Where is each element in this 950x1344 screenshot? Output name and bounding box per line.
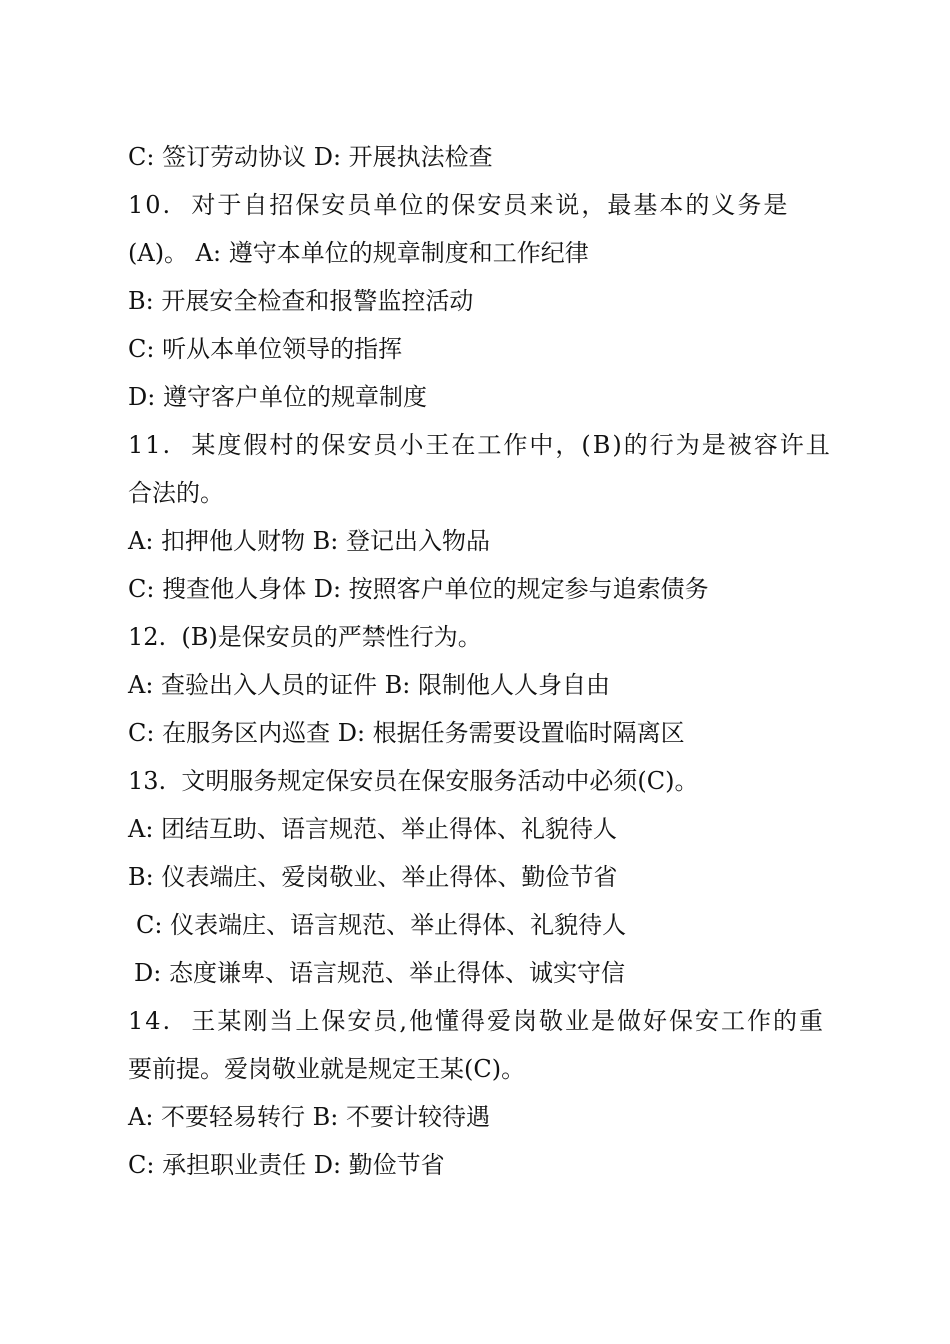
option-line: C: 搜查他人身体 D: 按照客户单位的规定参与追索债务 — [128, 575, 709, 603]
document-body — [128, 133, 832, 1189]
option-line: A: 团结互助、语言规范、举止得体、礼貌待人 — [128, 815, 618, 843]
question-12-stem: 12. (B)是保安员的严禁性行为。 — [128, 623, 482, 651]
option-line: A: 查验出入人员的证件 B: 限制他人人身自由 — [128, 671, 611, 699]
question-13-stem: 13. 文明服务规定保安员在保安服务活动中必须(C)。 — [128, 767, 699, 795]
option-line: B: 开展安全检查和报警监控活动 — [128, 287, 474, 315]
question-11-stem-cont: 合法的。 — [128, 479, 224, 507]
option-line: C: 在服务区内巡查 D: 根据任务需要设置临时隔离区 — [128, 719, 685, 747]
option-line: C: 听从本单位领导的指挥 — [128, 335, 403, 363]
option-line: A: 不要轻易转行 B: 不要计较待遇 — [128, 1103, 491, 1131]
option-line: C: 签订劳动协议 D: 开展执法检查 — [128, 143, 493, 171]
option-line: C: 仪表端庄、语言规范、举止得体、礼貌待人 — [136, 911, 627, 939]
option-line: D: 遵守客户单位的规章制度 — [128, 383, 427, 411]
question-14-stem-cont: 要前提。爱岗敬业就是规定王某(C)。 — [128, 1055, 526, 1083]
question-11-stem: 11. 某度假村的保安员小王在工作中，(B)的行为是被容许且 — [128, 431, 832, 459]
question-10-stem-cont: (A)。 A: 遵守本单位的规章制度和工作纪律 — [128, 239, 589, 267]
option-line: A: 扣押他人财物 B: 登记出入物品 — [128, 527, 491, 555]
option-line: C: 承担职业责任 D: 勤俭节省 — [128, 1151, 445, 1179]
question-14-stem: 14. 王某刚当上保安员,他懂得爱岗敬业是做好保安工作的重 — [128, 1007, 826, 1035]
option-line: B: 仪表端庄、爱岗敬业、举止得体、勤俭节省 — [128, 863, 618, 891]
option-line: D: 态度谦卑、语言规范、举止得体、诚实守信 — [134, 959, 625, 987]
question-10-stem: 10. 对于自招保安员单位的保安员来说，最基本的义务是 — [128, 191, 790, 219]
